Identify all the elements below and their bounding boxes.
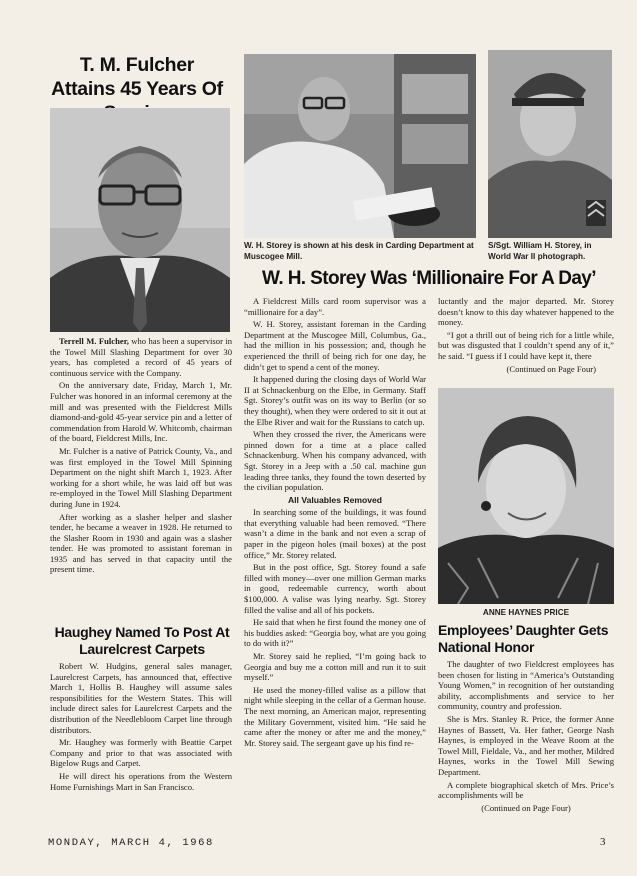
fulcher-article (50, 336, 232, 577)
footer-date: MONDAY, MARCH 4, 1968 (48, 837, 214, 849)
fulcher-caption-name: Terrell M. Fulcher, (59, 336, 129, 346)
price-portrait-photo (438, 388, 614, 604)
storey-paragraph: A Fieldcrest Mills card room supervisor was a “millionaire for a day”. (244, 296, 426, 317)
fulcher-paragraph: Mr. Fulcher is a native of Patrick County, Va., and was first employed in the Towel Mill Spinning Department on the night shift March 1, 1923. After working for a short while, he was laid off but was re-employed in the Towel Mill Slashing Department during June in 1924. (50, 445, 232, 509)
haughey-paragraph: Robert W. Hudgins, general sales manager, Laurelcrest Carpets, has announced that, effective March 1, Hollis B. Haughey will assume sales responsibilities for the Western States. This will include direct sales for Laurelcrest Carpets and the distribution of the Needlebloom Carpet line through distributors. (50, 661, 232, 735)
storey-paragraph: When they crossed the river, the Americans were pinned down for a time at a place called Schnackenburg. When his company advanced, with Sgt. Storey in a Jeep with a .50 cal. machine gun leading three tanks, they found the town deserted by the civilian population. (244, 429, 426, 493)
price-photo-caption: ANNE HAYNES PRICE (482, 608, 570, 617)
storey-continued: (Continued on Page Four) (506, 363, 596, 374)
storey-sergeant-caption: S/Sgt. William H. Storey, in World War II photograph. (488, 241, 592, 261)
storey-desk-caption: W. H. Storey is shown at his desk in Carding Department at Muscogee Mill. (244, 241, 474, 261)
storey-subhead: All Valuables Removed (287, 494, 383, 505)
page-number: 3 (600, 836, 606, 848)
price-paragraph: A complete biographical sketch of Mrs. Price’s accomplishments will be (438, 779, 614, 801)
storey-paragraph: It happened during the closing days of World War II at Schnackenburg on the Elbe, in Germany. Staff Sgt. Storey’s outfit was on its way to Berlin (or so they thought), when they were ordered to sit it out at the Elbe River and wait for the Russians to catch up. (244, 374, 426, 427)
fulcher-paragraph: On the anniversary date, Friday, March 1, Mr. Fulcher was honored in an informal ceremony at the mill and was presented with the Fieldcrest Mills diamond-and-gold 45-year service pin and a letter of commendation from Harold W. Whitcomb, chairman of the board, Fieldcrest Mills, Inc. (50, 380, 232, 444)
fulcher-portrait-photo (50, 108, 230, 332)
storey-sergeant-photo (488, 50, 612, 238)
storey-desk-photo (244, 54, 476, 238)
price-paragraph: She is Mrs. Stanley R. Price, the former Anne Haynes of Bassett, Va. Her father, George Nash Haynes, is employed in the Weave Room at the Towel Mill, Fieldale, Va., and her mother, Mildred Haynes, works in the Towel Mill Sewing Department. (438, 713, 614, 777)
haughey-paragraph: Mr. Haughey was formerly with Beattie Carpet Company and prior to that was associated with Bigelow Rugs and Carpet. (50, 737, 232, 769)
storey-paragraph: W. H. Storey, assistant foreman in the Carding Department at the Muscogee Mill, Columbus, Ga., had the million in his possession; and, though he experienced the thrill of being rich for one day, he didn’t get to spend a cent of the money. (244, 319, 426, 372)
price-article (438, 659, 614, 813)
price-headline: Employees’ Daughter Gets National Honor (438, 622, 609, 655)
storey-paragraph: luctantly and the major departed. Mr. Storey doesn’t know to this day whatever happened to the money. (438, 296, 614, 328)
fulcher-caption: who has been a supervisor in the Towel Mill Slashing Department for over 30 years, has completed a record of 45 years of continuous service with the Company. (50, 336, 233, 378)
fulcher-headline: T. M. Fulcher Attains 45 Years Of (51, 54, 223, 100)
price-paragraph: The daughter of two Fieldcrest employees has been chosen for listing in “America’s Outstanding Young Women,” in recognition of her outstanding ability, accomplishments and service to her community, country and profession. (438, 659, 614, 712)
storey-article-col2 (438, 296, 614, 374)
storey-paragraph: “I got a thrill out of being rich for a little while, but was disgusted that I couldn’t spend any of it,” he said. “I guess if I could have kept it, there (438, 329, 614, 361)
haughey-headline: Haughey Named To Post At Laurelcrest Carpets (54, 624, 230, 657)
storey-paragraph: Mr. Storey said he replied, “I’m going back to Georgia and buy me a cotton mill and run it to suit myself.” (244, 651, 426, 683)
price-continued: (Continued on Page Four) (481, 802, 571, 813)
fulcher-paragraph: After working as a slasher helper and slasher tender, he became a weaver in 1928. He returned to the Slasher Room in 1930 and again was a slasher tender. He was promoted to assistant foreman in 1935 and has served in that capacity until the present time. (50, 511, 232, 575)
haughey-paragraph: He will direct his operations from the Western Home Furnishings Mart in San Francisco. (50, 770, 232, 792)
storey-article-col1 (244, 296, 426, 750)
storey-paragraph: But in the post office, Sgt. Storey found a safe filled with money—over one million German marks in good, redeemable currency, worth about $100,000. A valise was lying nearby. Sgt. Storey filled the valise and all of his pockets. (244, 562, 426, 615)
storey-paragraph: In searching some of the buildings, it was found that everything valuable had been removed. “There wasn’t a dime in the bank and not even a scrap of paper in the pigeon holes (mail boxes) at the post office,” Mr. Storey related. (244, 507, 426, 560)
storey-paragraph: He said that when he first found the money one of his buddies asked: “Georgia boy, what are you going to do with it?” (244, 617, 426, 649)
haughey-article (50, 661, 232, 794)
storey-paragraph: He used the money-filled valise as a pillow that night while sleeping in the cellar of a German house. The next morning, an American major, representing the Military Government, visited him. “He said he came after the money or after me and the money,” Mr. Storey said. The sergeant gave up his find re- (244, 684, 426, 748)
storey-headline: W. H. Storey Was ‘Millionaire For A Day’ (262, 268, 596, 289)
